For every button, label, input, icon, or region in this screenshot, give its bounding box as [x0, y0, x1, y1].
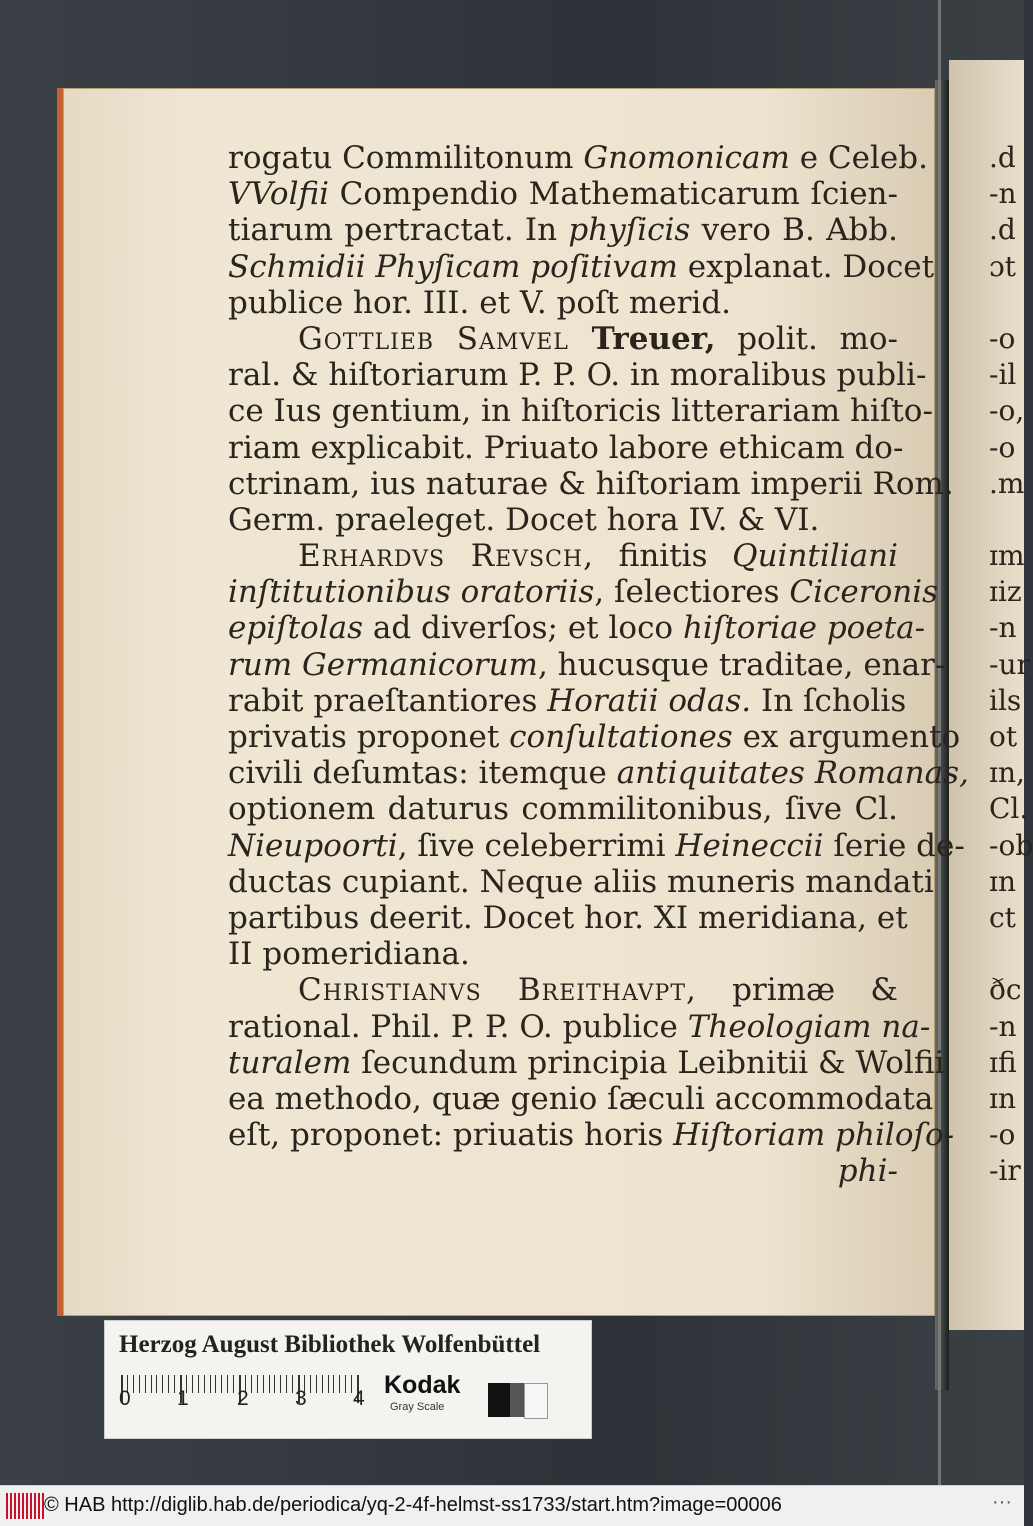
ruler-tick	[280, 1375, 281, 1393]
margin-fragment: -o	[989, 430, 1016, 464]
text-span: , hucusque traditae, enar-	[537, 646, 946, 683]
margin-fragment: -o	[989, 1118, 1016, 1152]
margin-fragment: .m	[989, 466, 1025, 500]
text-span: rogatu Commilitonum	[228, 140, 584, 176]
ruler-tick	[292, 1375, 293, 1393]
page-text	[228, 140, 969, 1190]
ruler-tick	[145, 1375, 146, 1393]
text-line	[228, 176, 898, 212]
more-icon[interactable]: ···	[992, 1491, 1012, 1513]
ruler-tick	[269, 1375, 270, 1393]
margin-fragment: -n	[989, 1009, 1017, 1043]
ruler-tick	[345, 1375, 346, 1393]
ruler-tick	[316, 1375, 317, 1393]
text-span: VVolfii	[228, 176, 330, 213]
barcode-icon	[6, 1493, 44, 1519]
text-span: Gottlieb Samvel	[298, 320, 592, 357]
text-span: ce Ius gentium, in hiſtoricis litterariam hiſto-	[228, 393, 933, 430]
text-span: II pomeridiana.	[228, 936, 470, 973]
ruler-tick	[233, 1375, 234, 1393]
ruler-tick	[274, 1375, 275, 1393]
text-span: publice hor. III. et V. poſt merid.	[228, 284, 732, 321]
text-line	[228, 972, 898, 1008]
margin-fragment: -ir	[989, 1154, 1021, 1188]
text-span: turalem	[228, 1044, 352, 1081]
ruler-tick	[133, 1375, 134, 1393]
text-line	[228, 212, 898, 248]
margin-fragment: ɪn	[989, 864, 1016, 898]
text-span: privatis proponet	[228, 719, 510, 755]
footer-bar	[0, 1485, 1024, 1526]
text-span: ctrinam, ius naturae & hiſtoriam imperii Rom.	[228, 465, 954, 502]
ruler-tick	[263, 1375, 264, 1393]
ruler-number: 4	[353, 1387, 365, 1410]
margin-fragment: Cl.	[989, 792, 1029, 826]
text-line	[228, 682, 907, 719]
text-line	[228, 863, 934, 900]
margin-fragment: ɪn	[989, 1081, 1016, 1115]
margin-fragment	[989, 936, 1024, 972]
ruler-tick	[210, 1375, 211, 1393]
text-span: phyſicis	[568, 212, 691, 249]
margin-fragment: ot	[989, 720, 1018, 753]
text-line	[228, 321, 898, 357]
next-page-margin-text	[989, 140, 1033, 1189]
text-line	[228, 429, 904, 466]
text-line	[228, 574, 939, 611]
text-span: Treuer,	[591, 320, 716, 357]
margin-fragment: -ob	[989, 828, 1033, 862]
text-line	[228, 285, 898, 321]
text-span: epiſtolas	[228, 610, 364, 647]
text-span: Ciceronis	[789, 574, 939, 611]
text-span: rum Germanicorum	[228, 646, 538, 683]
margin-fragment: ɪn,	[989, 756, 1025, 790]
text-line	[228, 1044, 945, 1081]
text-span: ral. & hiſtoriarum P. P. O. in moralibus publi-	[228, 357, 927, 394]
text-span: hiſtoriae poeta-	[682, 610, 926, 647]
ruler-tick	[198, 1375, 199, 1393]
text-span: e Celeb.	[789, 140, 928, 176]
text-span: ex argumento	[732, 719, 961, 755]
text-span: ſerie de-	[823, 827, 965, 864]
ruler-tick	[310, 1375, 311, 1393]
text-span: , ſive celeberrimi	[397, 827, 676, 864]
margin-fragment: -o	[989, 321, 1016, 355]
text-span: antiquitates Romanas,	[616, 755, 969, 792]
ruler-tick	[339, 1375, 340, 1393]
color-calibration-card	[104, 1320, 592, 1439]
margin-fragment: ðc	[989, 973, 1022, 1007]
text-line	[228, 1117, 955, 1154]
text-span: Heineccii	[675, 827, 824, 864]
ruler-number: 3	[295, 1387, 307, 1410]
text-line	[228, 610, 926, 647]
margin-fragment: -n	[989, 177, 1017, 211]
margin-fragment: ɪiz	[989, 575, 1022, 609]
gray-patch-dark	[510, 1383, 524, 1417]
library-name: Herzog August Bibliothek Wolfenbüttel	[119, 1331, 541, 1358]
text-span: Germ. praeleget. Docet hora IV. & VI.	[228, 501, 820, 538]
text-span: ea methodo, quæ genio ſæculi accommodata	[228, 1080, 934, 1117]
text-span: vero B. Abb.	[690, 212, 898, 249]
margin-fragment: ils	[989, 683, 1022, 717]
text-line	[228, 899, 908, 936]
text-span: Erhardvs Revsch,	[298, 538, 594, 575]
text-span: polit. mo-	[715, 320, 899, 357]
margin-fragment: ɪfi	[989, 1045, 1017, 1079]
ruler-tick	[192, 1375, 193, 1393]
margin-fragment: -n	[989, 611, 1017, 645]
gray-patch-black	[488, 1383, 510, 1417]
gray-patch-light	[524, 1383, 548, 1419]
margin-fragment	[989, 502, 1024, 538]
text-span: ductas cupiant. Neque aliis muneris mandati	[228, 863, 934, 900]
text-span: Horatii odas.	[547, 682, 752, 719]
ruler-tick	[151, 1375, 152, 1393]
kodak-logo: Kodak	[384, 1371, 461, 1399]
ruler-tick	[257, 1375, 258, 1393]
text-span: inſtitutionibus oratoriis	[228, 574, 595, 611]
text-span: , ſelectiores	[594, 574, 790, 611]
ruler-tick	[139, 1375, 140, 1393]
text-span: tiarum pertractat. In	[228, 212, 569, 249]
text-line	[228, 827, 965, 864]
text-span: partibus deerit. Docet hor. XI meridiana, et	[228, 899, 908, 936]
text-span: conſultationes	[509, 719, 733, 755]
text-line	[228, 248, 935, 285]
text-span: Nieupoorti	[228, 827, 398, 864]
ruler-number: 1	[177, 1387, 189, 1410]
margin-fragment: ct	[989, 900, 1016, 934]
text-span: ad diverſos; et loco	[363, 610, 683, 647]
ruler-tick	[156, 1375, 157, 1393]
text-span: riam explicabit. Priuato labore ethicam do-	[228, 429, 904, 466]
text-span: civili deſumtas: itemque	[228, 755, 617, 792]
text-line	[228, 646, 946, 683]
ruler-tick	[221, 1375, 222, 1393]
text-span: Schmidii Phyſicam poſitivam	[228, 248, 678, 285]
ruler-tick	[227, 1375, 228, 1393]
text-span: optionem daturus commilitonibus, ſive Cl.	[228, 791, 898, 828]
text-span: finitis	[593, 538, 733, 575]
text-span: In ſcholis	[751, 682, 907, 719]
text-span: Compendio Mathematicarum ſcien-	[329, 176, 898, 213]
text-span: Theologiam na-	[687, 1008, 931, 1045]
ruler-tick	[162, 1375, 163, 1393]
margin-fragment: -il	[989, 358, 1017, 392]
text-span: rational. Phil. P. P. O. publice	[228, 1008, 688, 1045]
margin-fragment: ɪm	[989, 539, 1025, 573]
ruler-tick	[174, 1375, 175, 1393]
ruler-tick	[322, 1375, 323, 1393]
ruler-number: 2	[237, 1387, 249, 1410]
text-line	[228, 936, 898, 972]
text-line	[228, 1080, 934, 1117]
ruler-tick	[328, 1375, 329, 1393]
text-line	[228, 140, 928, 176]
ruler-number: 0	[119, 1387, 131, 1410]
ruler-tick	[333, 1375, 334, 1393]
source-url[interactable]: © HAB http://diglib.hab.de/periodica/yq-2-4f-helmst-ss1733/start.htm?image=00006	[44, 1494, 782, 1516]
text-span: Christianvs Breithavpt,	[298, 972, 697, 1009]
text-span: Gnomonicam	[583, 140, 790, 176]
ruler-tick	[286, 1375, 287, 1393]
text-span: phi-	[837, 1153, 898, 1190]
text-line	[228, 1153, 898, 1189]
ruler-tick	[251, 1375, 252, 1393]
text-line	[228, 393, 933, 430]
text-line	[228, 357, 927, 394]
text-span: primæ &	[696, 972, 898, 1009]
text-line	[228, 502, 898, 538]
text-span: rabit praeſtantiores	[228, 682, 548, 719]
margin-fragment: -o,	[989, 394, 1025, 428]
ruler-tick	[215, 1375, 216, 1393]
text-span: explanat. Docet	[677, 248, 935, 285]
margin-fragment: .d	[989, 141, 1016, 174]
text-line	[228, 719, 961, 755]
ruler-tick	[204, 1375, 205, 1393]
gray-scale-label: Gray Scale	[390, 1401, 445, 1413]
text-span: Quintiliani	[732, 538, 898, 575]
margin-fragment: ɔt	[989, 249, 1016, 283]
text-line	[228, 755, 969, 792]
text-line	[228, 465, 954, 502]
margin-fragment: .d	[989, 213, 1016, 247]
ruler-tick	[168, 1375, 169, 1393]
ruler-tick	[351, 1375, 352, 1393]
margin-fragment	[989, 285, 1024, 321]
text-line	[228, 791, 898, 827]
text-span: eſt, proponet: priuatis horis	[228, 1117, 674, 1154]
text-span: ſecundum principia Leibnitii & Wolfii	[351, 1044, 945, 1081]
text-line	[228, 1008, 931, 1045]
text-line	[228, 538, 898, 574]
margin-fragment: -ur	[989, 647, 1030, 681]
text-span: Hiſtoriam philoſo-	[673, 1117, 955, 1154]
